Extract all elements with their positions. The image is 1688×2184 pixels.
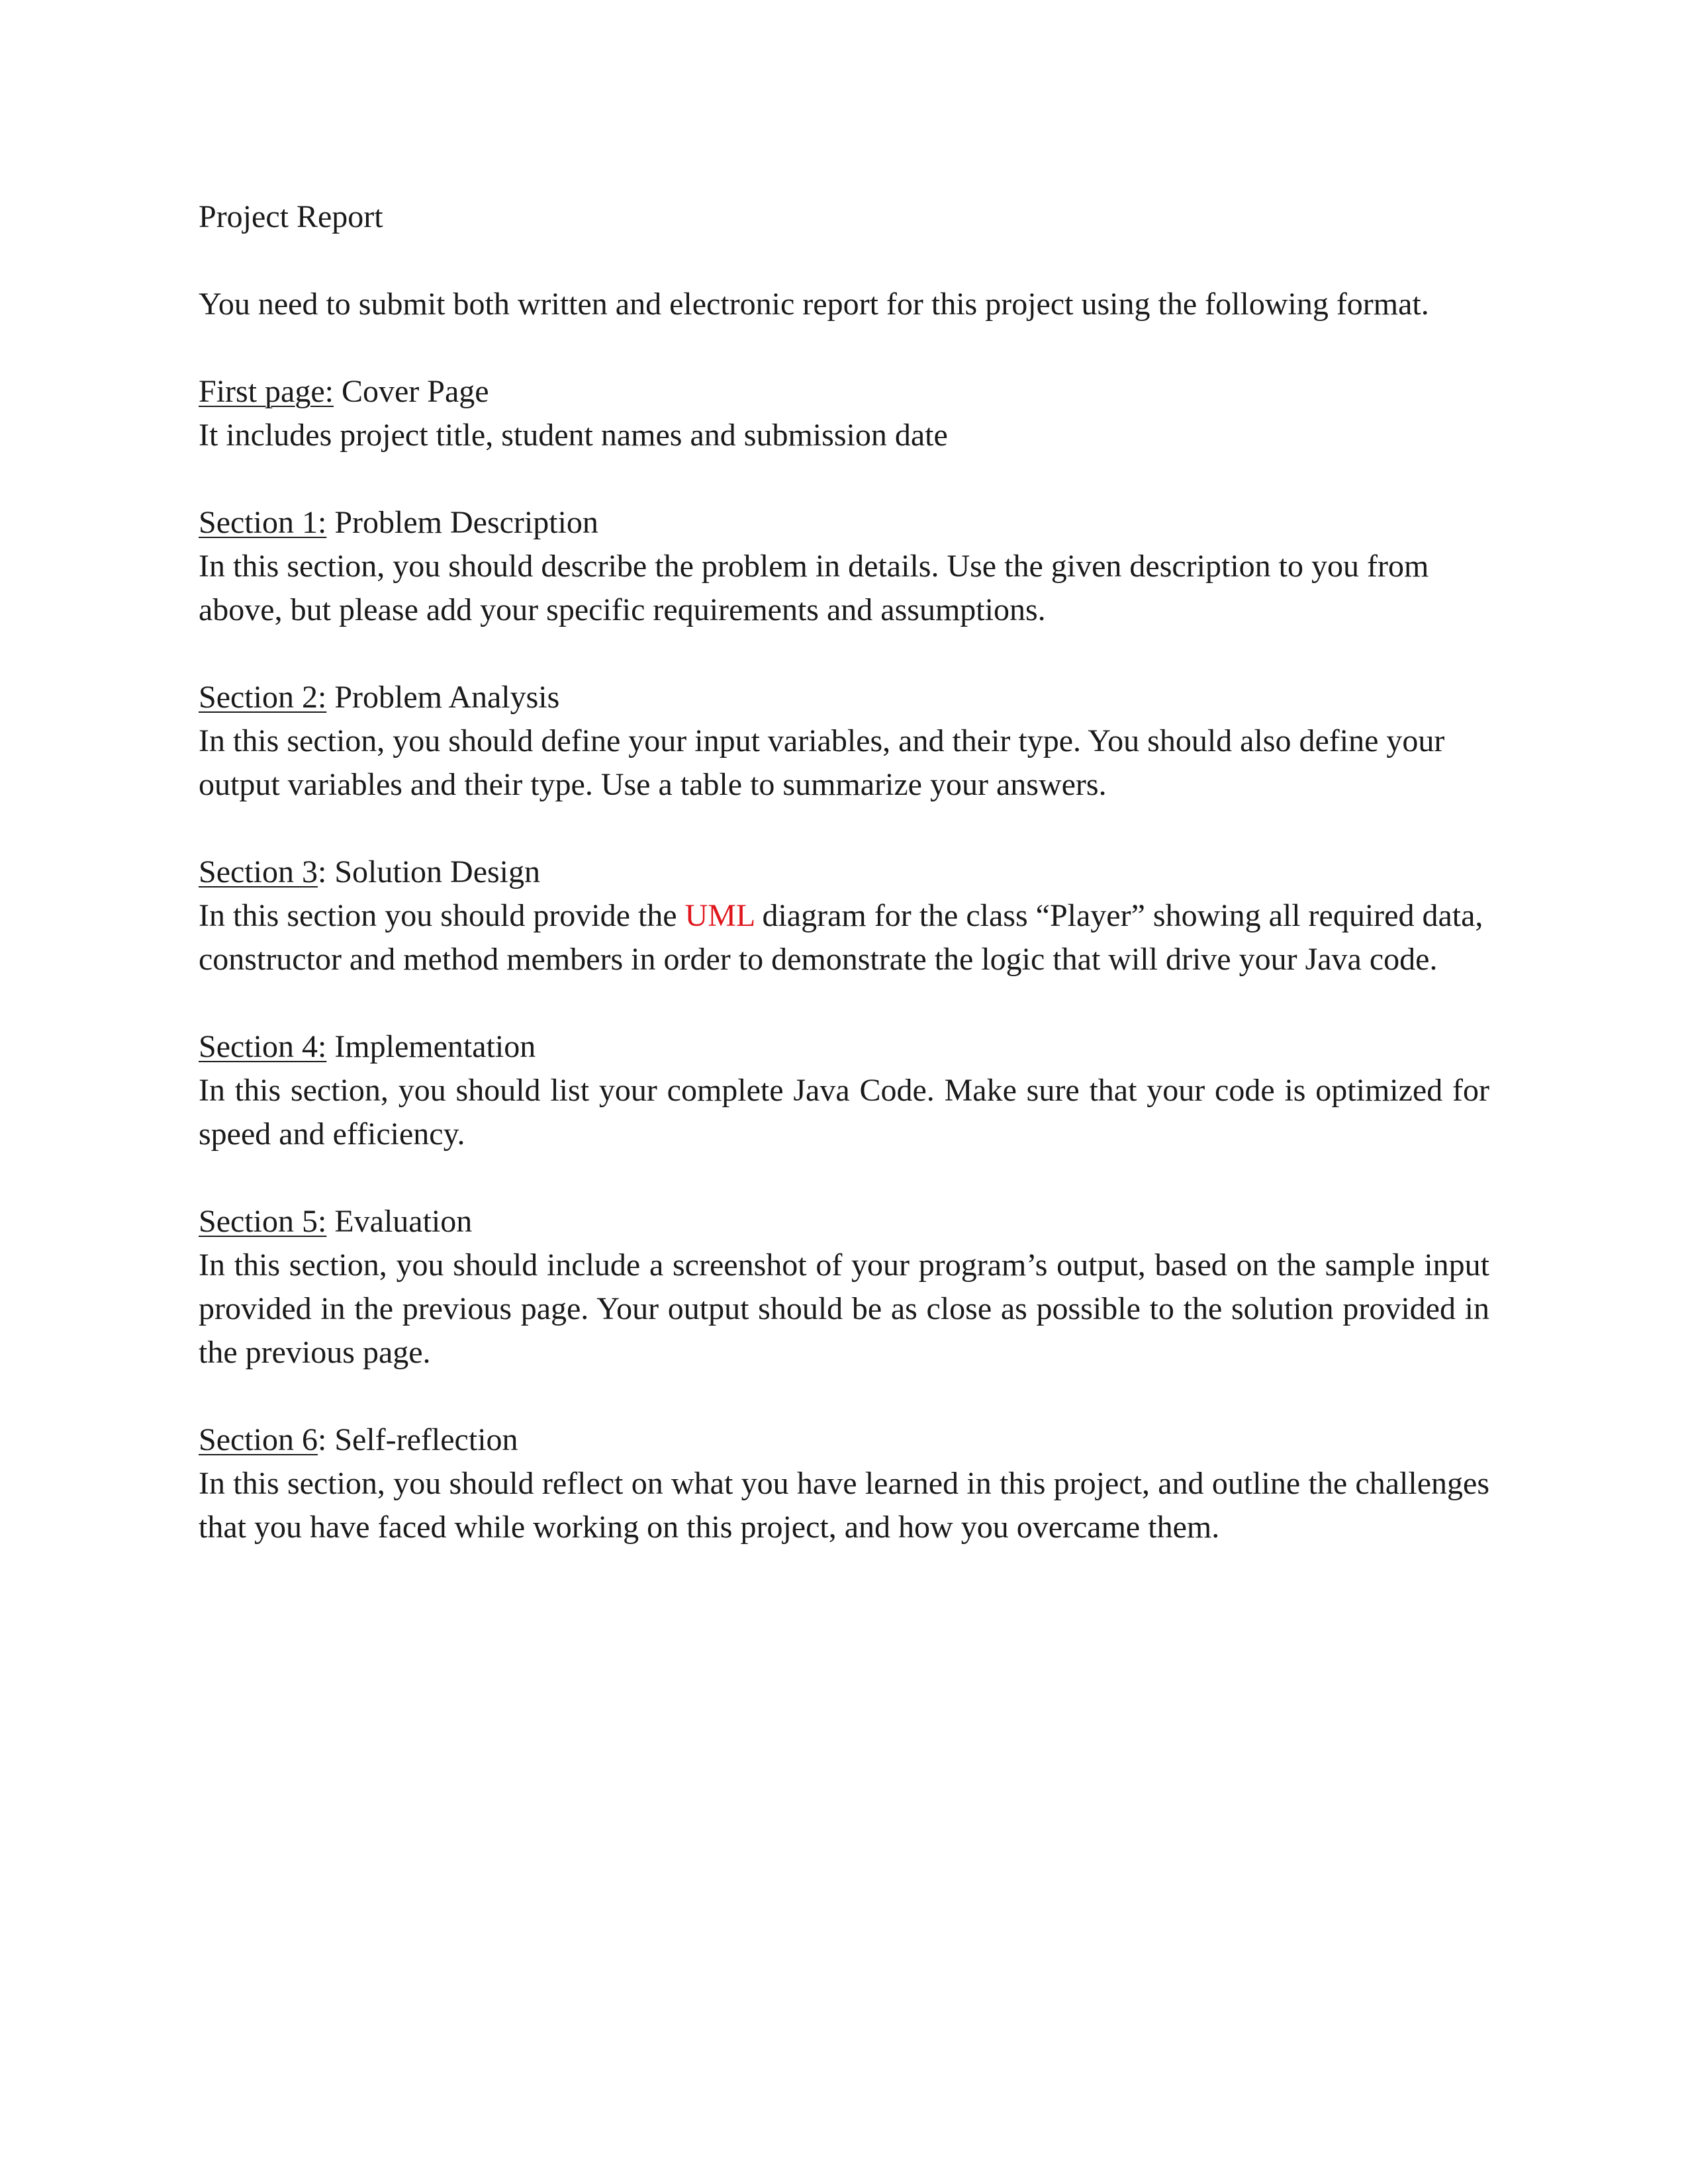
section-body: In this section, you should define your input variables, and their type. You should also define your output variables and their type. Use a table to summarize your answers. — [199, 723, 1445, 802]
section-title: Implementation — [334, 1029, 536, 1064]
section-title: Problem Analysis — [334, 680, 560, 715]
section-body: In this section, you should list your complete Java Code. Make sure that your code is optimized for speed and efficiency. — [199, 1073, 1489, 1152]
section-separator — [326, 1029, 334, 1064]
section-label: Section 1: — [199, 505, 327, 540]
section-heading — [199, 1025, 1489, 1069]
section-label: Section 2: — [199, 680, 327, 715]
section-separator — [326, 680, 334, 715]
intro-paragraph: You need to submit both written and electronic report for this project using the following format. — [199, 287, 1429, 322]
section-title: Self-reflection — [334, 1422, 518, 1457]
section-problem-analysis — [199, 676, 1489, 807]
section-heading — [199, 370, 1489, 414]
section-heading — [199, 850, 1489, 894]
section-heading — [199, 1418, 1489, 1462]
section-heading — [199, 1200, 1489, 1244]
body-text-after: diagram for the class “Player” showing all required data, constructor and method members in order to demonstrate the logic that will drive your Java code. — [199, 898, 1483, 977]
section-title: Cover Page — [341, 374, 489, 409]
section-heading — [199, 501, 1489, 545]
section-implementation — [199, 1025, 1489, 1156]
section-separator: : — [317, 1422, 335, 1457]
section-body: It includes project title, student names and submission date — [199, 418, 948, 453]
document-page — [199, 195, 1489, 1593]
section-label: Section 4: — [199, 1029, 327, 1064]
section-label: Section 5: — [199, 1204, 327, 1239]
body-text-before: In this section you should provide the — [199, 898, 685, 933]
section-solution-design — [199, 850, 1489, 981]
section-label: First page: — [199, 374, 334, 409]
section-body — [199, 894, 1489, 981]
section-separator — [334, 374, 342, 409]
section-title: Evaluation — [334, 1204, 473, 1239]
section-label: Section 3 — [199, 854, 318, 889]
section-evaluation — [199, 1200, 1489, 1375]
section-title: Solution Design — [334, 854, 541, 889]
section-problem-description — [199, 501, 1489, 632]
section-body: In this section, you should reflect on what you have learned in this project, and outline the challenges that you have faced while working on this project, and how you overcame them. — [199, 1466, 1489, 1545]
section-separator: : — [317, 854, 335, 889]
section-body: In this section, you should include a screenshot of your program’s output, based on the sample input provided in the previous page. Your output should be as close as possible to the solution provided in the previous page. — [199, 1248, 1489, 1370]
section-label: Section 6 — [199, 1422, 318, 1457]
section-body: In this section, you should describe the problem in details. Use the given description to you from above, but please add your specific requirements and assumptions. — [199, 549, 1429, 627]
uml-highlight: UML — [684, 898, 755, 933]
document-title: Project Report — [199, 199, 383, 234]
section-heading — [199, 676, 1489, 719]
section-cover-page — [199, 370, 1489, 457]
section-separator — [326, 1204, 334, 1239]
section-self-reflection — [199, 1418, 1489, 1549]
section-separator — [326, 505, 334, 540]
section-title: Problem Description — [334, 505, 598, 540]
